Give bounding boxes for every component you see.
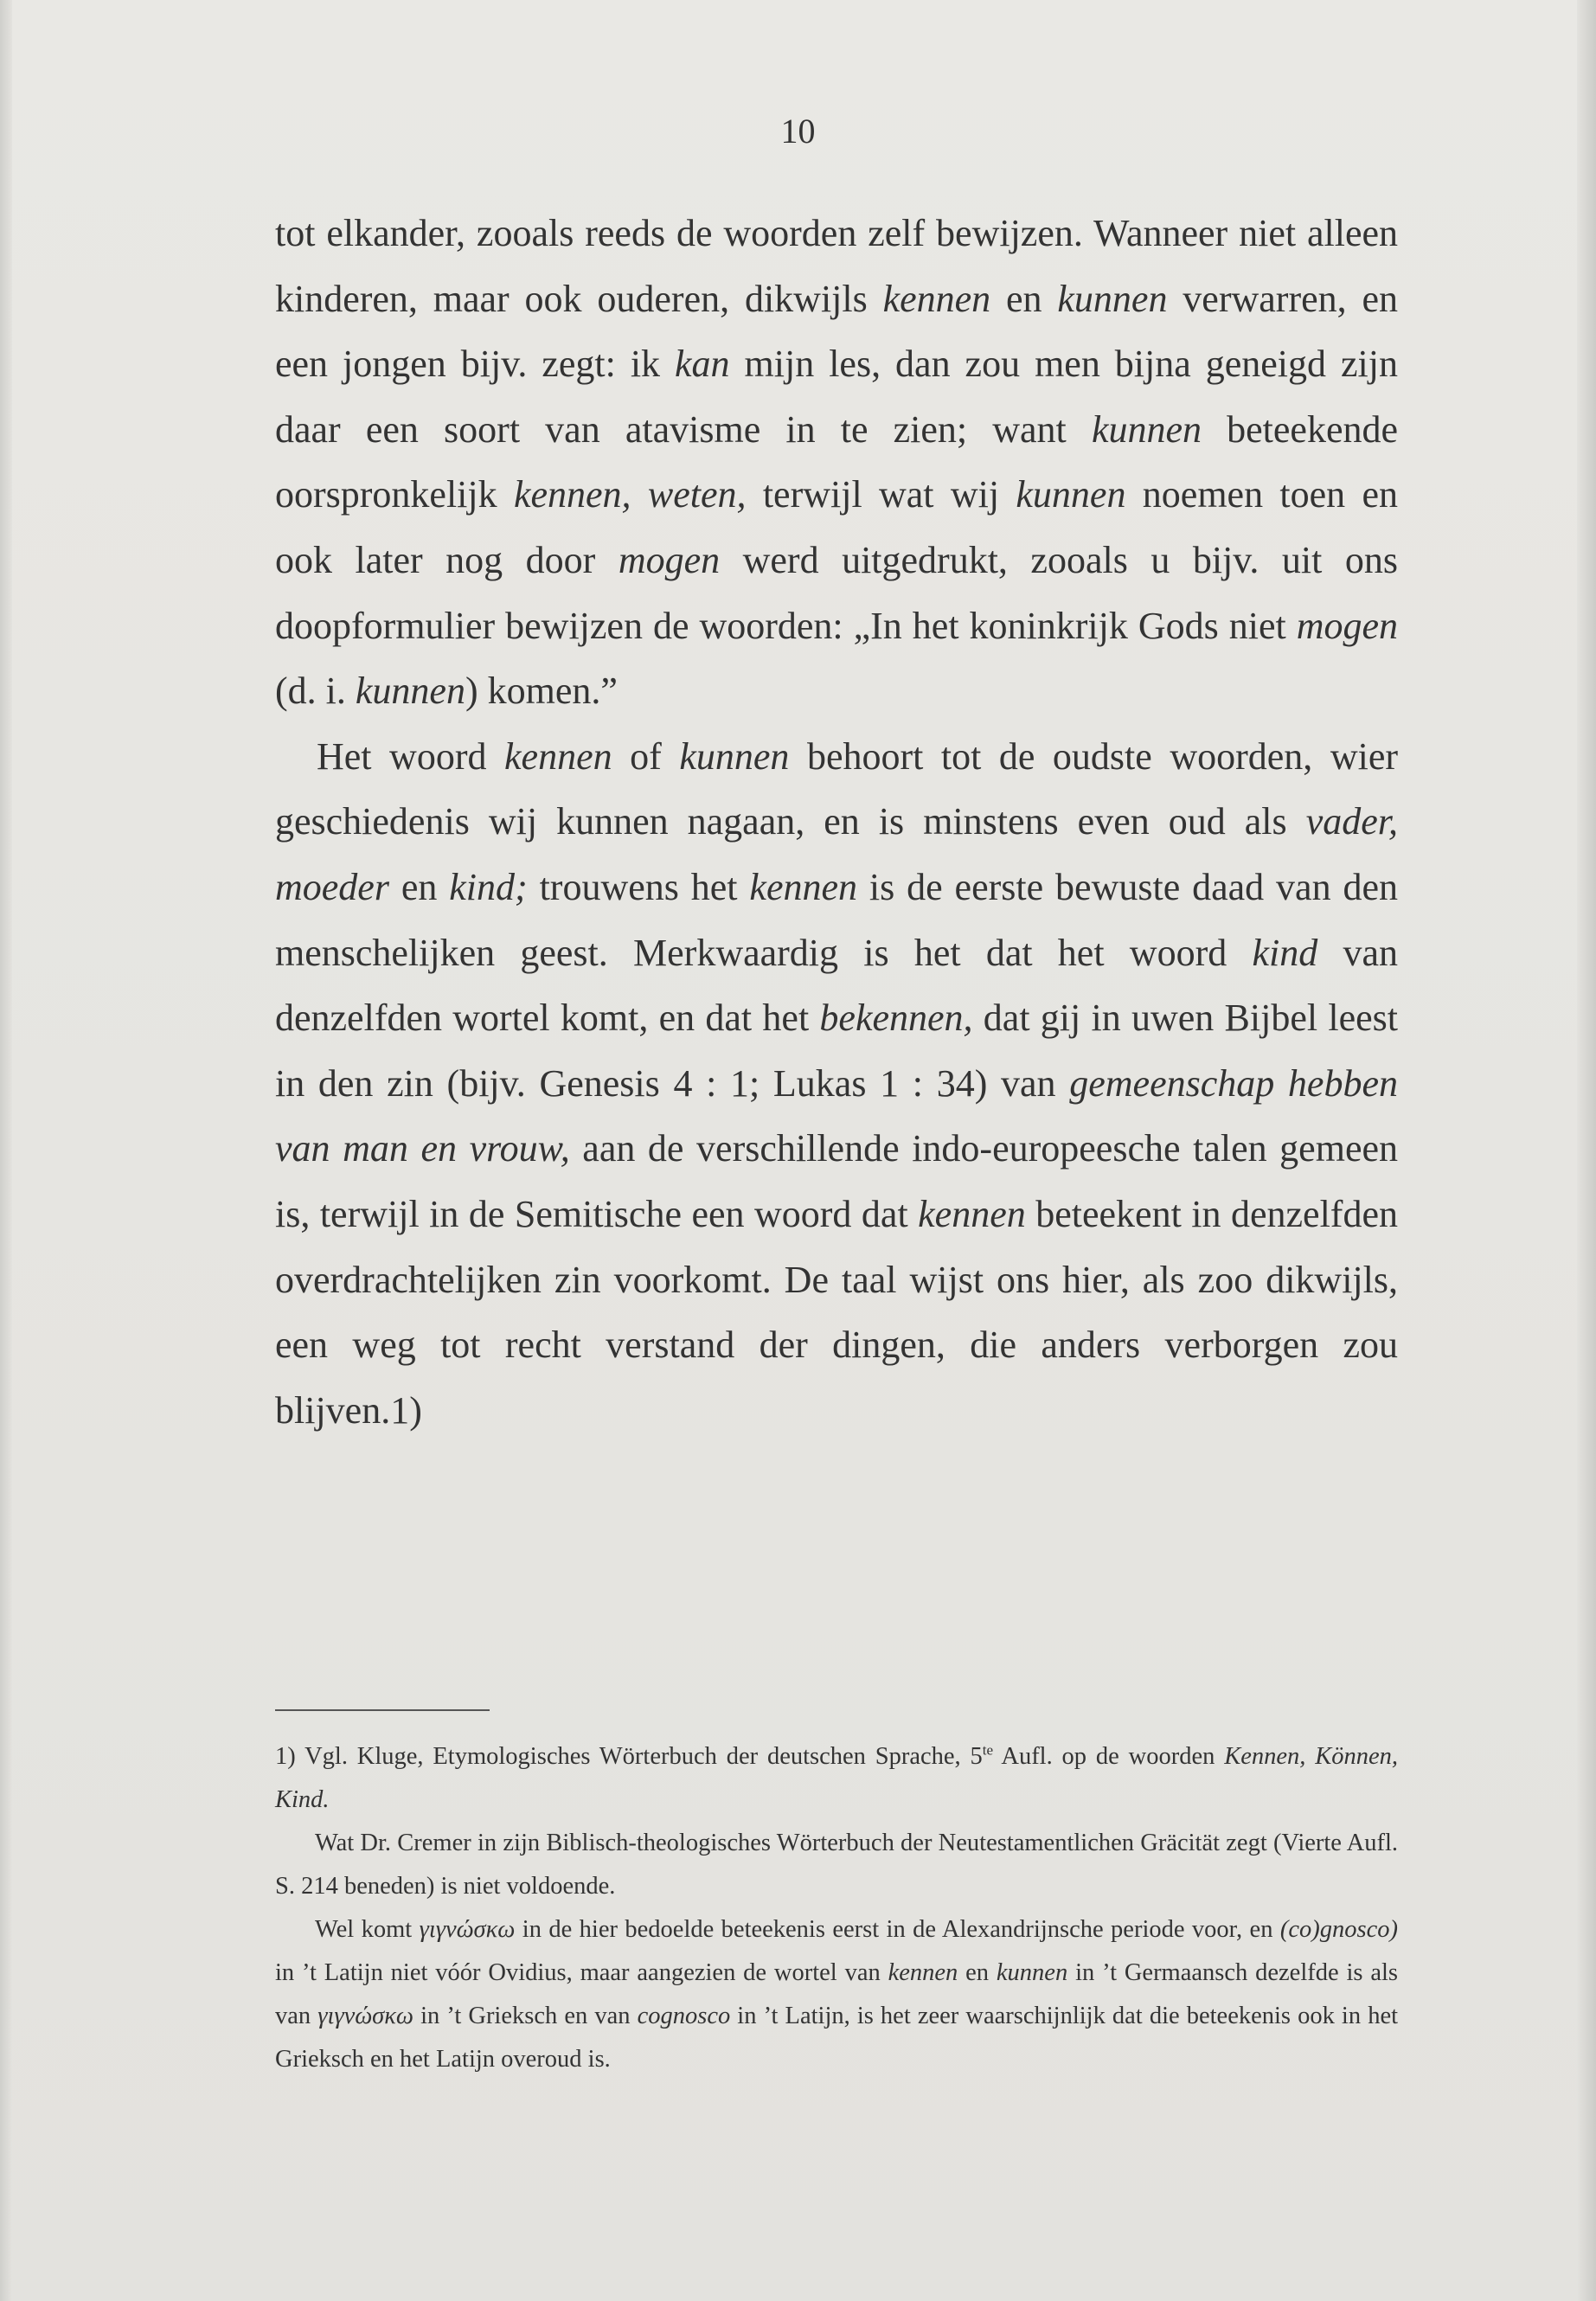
text-run: beteekent in denzelfden overdrachtelijken zin voorkomt. De taal wijst ons hier, als zoo dikwijls, een weg tot recht verstand der dingen, die anders verborgen zou blijven. (275, 1192, 1398, 1432)
footnote-2 (275, 1822, 1398, 1908)
text-run: (d. i. (275, 670, 356, 713)
italic-term: kunnen (1057, 277, 1168, 320)
footnote-marker: 1) (275, 1743, 296, 1770)
text-run: Wel komt (315, 1916, 420, 1943)
text-run: van denzelfden wortel komt, en dat het (275, 931, 1398, 1040)
footnote-marker: 1) (390, 1388, 422, 1432)
italic-term: gemeenschap hebben van man en vrouw, (275, 1061, 1398, 1170)
italic-term: (co)gnosco) (1279, 1916, 1398, 1943)
text-run: werd uitgedrukt, zooals u bijv. uit ons doopformulier bewijzen de woorden: „In het koninkrijk Gods niet (275, 538, 1398, 647)
text-run: mijn les, dan zou men bijna geneigd zijn daar een soort van atavisme in te zien; want (275, 343, 1398, 451)
text-run: Aufl. op de woorden (993, 1743, 1225, 1770)
italic-term: mogen (1296, 604, 1398, 647)
italic-term: kennen (918, 1192, 1026, 1235)
text-run: beteekende oorspronkelijk (275, 407, 1399, 516)
italic-term: kennen (882, 277, 991, 320)
page-edge-right (1577, 0, 1596, 2301)
italic-term: kennen (749, 865, 858, 908)
italic-term: kunnen (1091, 407, 1202, 451)
greek-term: γιγνώσκω (317, 2003, 414, 2029)
text-run: behoort tot de oudste woorden, wier geschiedenis wij kunnen nagaan, en is minstens even oud als (275, 734, 1398, 843)
footnote-3 (275, 1908, 1398, 2081)
italic-term: vader, moeder (275, 800, 1398, 908)
text-run: tot elkander, zooals reeds de woorden zelf bewijzen. Wanneer niet alleen kinderen, maar ook ouderen, dikwijls (275, 212, 1398, 320)
text-run: is de eerste bewuste daad van den menschelijken geest. Merkwaardig is het dat het woord (275, 865, 1399, 974)
paragraph-1 (275, 201, 1398, 724)
text-run: terwijl wat wij (746, 473, 1016, 516)
text-run: in ’t Germaansch dezelfde is als van (275, 1959, 1398, 2029)
footnote-rule (275, 1709, 490, 1711)
italic-term: bekennen, (819, 997, 973, 1040)
italic-term: Kennen, Können, Kind. (275, 1743, 1399, 1813)
text-run: in ’t Grieksch en van (413, 2003, 638, 2029)
greek-term: γιγνώσκω (419, 1916, 516, 1943)
page-edge-left (0, 0, 12, 2301)
italic-term: kunnen (996, 1959, 1068, 1986)
italic-term: kan (675, 343, 730, 386)
text-run: en (388, 865, 450, 908)
text-run: in de hier bedoelde beteekenis eerst in de Alexandrijnsche periode voor, en (515, 1916, 1280, 1943)
text-run: en (958, 1959, 997, 1986)
page-number: 10 (780, 112, 816, 151)
text-run: verwarren, en een jongen bijv. zegt: ik (275, 277, 1398, 386)
text-run: Wat Dr. Cremer in zijn Biblisch-theologisches Wörterbuch der Neutestamentlichen Gräcität zegt (Vierte Aufl. S. 214 beneden) is niet voldoende. (275, 1830, 1398, 1900)
text-run: aan de verschillende indo-europeesche talen gemeen is, terwijl in de Semitische een woord dat (275, 1127, 1398, 1235)
main-text (275, 201, 1398, 1443)
text-run: Vgl. Kluge, Etymologisches Wörterbuch der deutschen Sprache, 5 (295, 1743, 983, 1770)
italic-term: kind; (449, 865, 528, 908)
text-run: Het woord (317, 734, 505, 778)
italic-term: kunnen (355, 670, 465, 713)
italic-term: kennen (504, 734, 612, 778)
italic-term: mogen (618, 538, 721, 581)
footnotes (275, 1735, 1398, 2081)
italic-term: kennen, weten, (513, 473, 747, 516)
italic-term: kind (1252, 931, 1318, 974)
superscript: te (982, 1741, 994, 1759)
text-run: of (612, 734, 680, 778)
text-run: noemen toen en ook later nog door (275, 473, 1398, 581)
text-run: dat gij in uwen Bijbel leest in den zin (bijv. Genesis 4 : 1; Lukas 1 : 34) van (275, 997, 1398, 1105)
text-run: in ’t Latijn niet vóór Ovidius, maar aangezien de wortel van (275, 1959, 888, 1986)
footnote-1 (275, 1735, 1398, 1822)
italic-term: kunnen (1016, 473, 1126, 516)
text-run: in ’t Latijn, is het zeer waarschijnlijk dat die beteekenis ook in het Grieksch en het Latijn overoud is. (275, 2003, 1399, 2073)
paragraph-2 (275, 724, 1398, 1444)
text-run: en (990, 277, 1058, 320)
italic-term: kunnen (679, 734, 790, 778)
text-run: ) komen.” (465, 670, 618, 713)
text-run: trouwens het (527, 865, 750, 908)
italic-term: kennen (888, 1959, 958, 1986)
italic-term: cognosco (637, 2003, 731, 2029)
